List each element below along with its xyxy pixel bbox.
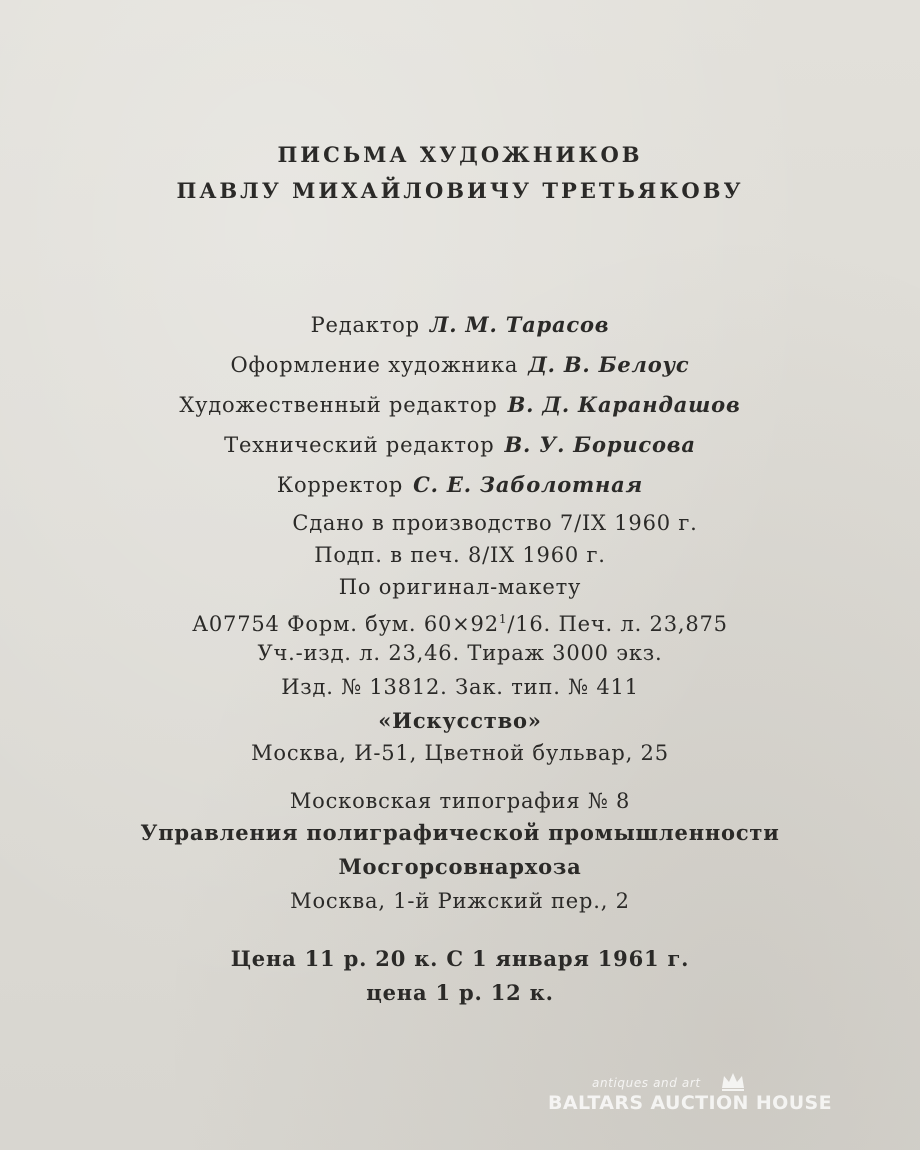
credit-design: [0, 352, 920, 378]
book-title-line-1: ПИСЬМА ХУДОЖНИКОВ: [277, 142, 643, 167]
printer-line-2: Управления полиграфической промышленности: [140, 820, 780, 845]
imprint-submitted: Сдано в производство 7/IX 1960 г.: [292, 511, 698, 535]
imprint-print-run: Уч.-изд. л. 23,46. Тираж 3000 экз.: [257, 641, 663, 665]
watermark-subtitle: antiques and art: [592, 1076, 701, 1090]
format-superscript: 1: [498, 612, 508, 626]
credit-name: В. У. Борисова: [504, 432, 696, 457]
watermark: [548, 1068, 858, 1124]
crown-icon: [720, 1070, 746, 1092]
format-prefix: А07754 Форм. бум. 60×92: [192, 612, 499, 636]
credit-editor: [0, 312, 920, 338]
price-line-2: цена 1 р. 12 к.: [366, 980, 554, 1005]
credit-name: В. Д. Карандашов: [507, 392, 741, 417]
credit-role: Художественный редактор: [179, 393, 498, 417]
credit-name: Л. М. Тарасов: [429, 312, 610, 337]
format-suffix: /16. Печ. л. 23,875: [507, 612, 728, 636]
imprint-format: [0, 606, 920, 637]
credit-role: Редактор: [310, 313, 420, 337]
credit-name: Д. В. Белоус: [528, 352, 690, 377]
credit-role: Корректор: [276, 473, 404, 497]
imprint-publisher-address: Москва, И-51, Цветной бульвар, 25: [251, 741, 669, 765]
imprint-signed: Подп. в печ. 8/IX 1960 г.: [314, 543, 606, 567]
printer-line-1: Московская типография № 8: [289, 789, 631, 813]
book-title-line-2: ПАВЛУ МИХАЙЛОВИЧУ ТРЕТЬЯКОВУ: [176, 178, 744, 203]
credit-role: Оформление художника: [230, 353, 519, 377]
credit-role: Технический редактор: [224, 433, 495, 457]
printer-line-4: Москва, 1-й Рижский пер., 2: [290, 889, 630, 913]
price-line-1: Цена 11 р. 20 к. С 1 января 1961 г.: [230, 946, 690, 971]
imprint-publisher: «Искусство»: [378, 708, 542, 733]
credit-name: С. Е. Заболотная: [413, 472, 644, 497]
imprint-layout: По оригинал-макету: [338, 575, 582, 599]
credit-art-editor: [0, 392, 920, 418]
watermark-title: BALTARS AUCTION HOUSE: [548, 1092, 833, 1114]
printer-line-3: Мосгорсовнархоза: [338, 854, 582, 879]
credit-tech-editor: [0, 432, 920, 458]
imprint-order: Изд. № 13812. Зак. тип. № 411: [281, 675, 639, 699]
credit-proofreader: [0, 472, 920, 498]
